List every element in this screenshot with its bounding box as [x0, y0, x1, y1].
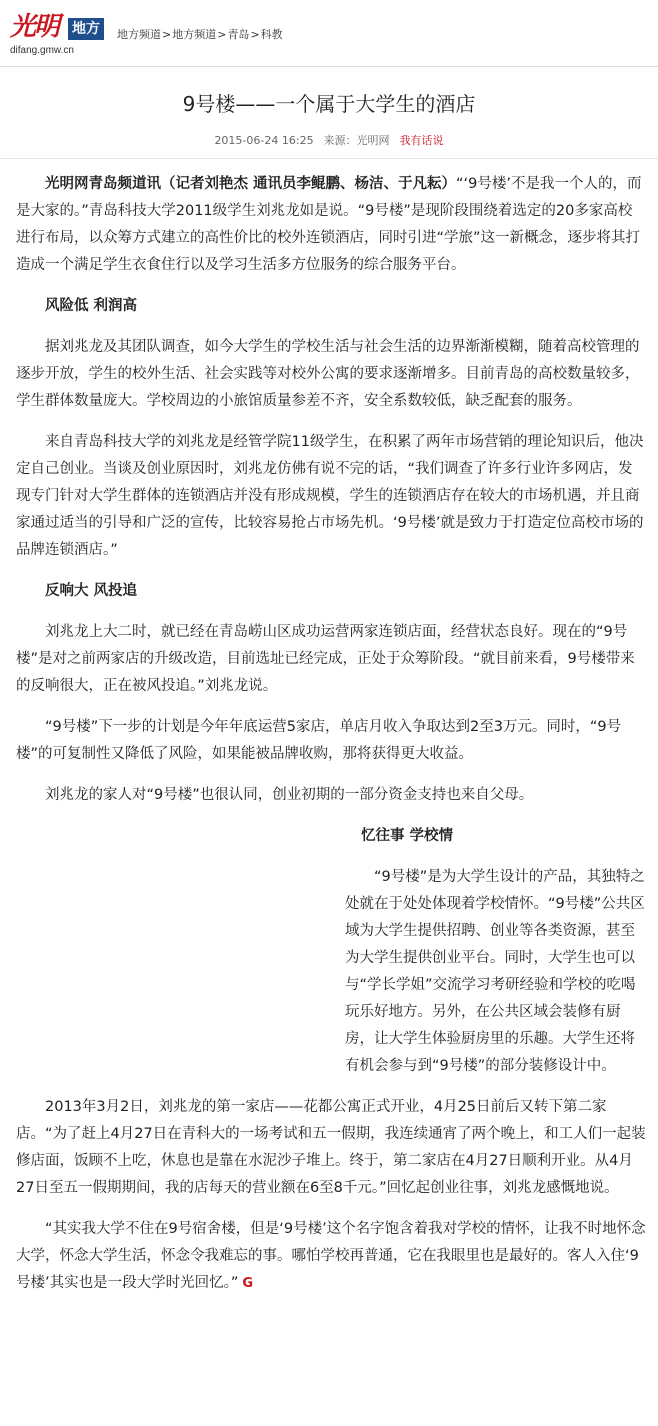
end-mark-icon: G — [242, 1276, 254, 1291]
breadcrumb-item-qingdao[interactable]: 青岛 — [227, 28, 250, 41]
paragraph-8 — [16, 1216, 646, 1297]
site-header — [0, 0, 658, 67]
paragraph-7: 2013年3月2日，刘兆龙的第一家店——花都公寓正式开业，4月25日前后又转下第二家店。“为了赶上4月27日在青科大的一场考试和五一假期，我连续通宵了两个晚上，和工人们一起装修店面，饭顾不上吃，休息也是靠在水泥沙子堆上。终于，第二家店在4月27日顺利开业。从4月27日至五一假期期间，我的店每天的营业额在6至8千元。”回忆起创业往事，刘兆龙感慨地说。 — [16, 1099, 646, 1196]
breadcrumb — [117, 26, 283, 42]
article-meta — [0, 133, 658, 149]
breadcrumb-item-difang-2[interactable]: 地方频道 — [172, 28, 217, 41]
paragraph-2: 来自青岛科技大学的刘兆龙是经管学院11级学生，在积累了两年市场营销的理论知识后，他决定自己创业。当谈及创业原因时，刘兆龙仿佛有说不完的话，“我们调查了许多行业许多网店，发现专门针对大学生群体的连锁酒店并没有形成规模，学生的连锁酒店存在较大的市场机遇，并且商家通过适当的引导和广泛的宣传，比较容易抢占市场先机。‘9号楼’就是致力于打造定位高校市场的品牌连锁酒店。” — [16, 434, 644, 558]
paragraph-8-text: “其实我大学不住在9号宿舍楼，但是‘9号楼’这个名字饱含着我对学校的情怀，让我不时地怀念大学，怀念大学生活，怀念令我难忘的事。哪怕学校再普通，它在我眼里也是最好的。客人入住‘9号楼’其实也是一段大学时光回忆。” — [16, 1221, 646, 1291]
breadcrumb-separator: > — [250, 28, 260, 41]
logo-text: 光明 — [10, 12, 59, 42]
site-logo[interactable] — [10, 12, 110, 60]
subheading-memories: 忆往事 学校情 — [361, 828, 454, 844]
article-title: 9号楼——一个属于大学生的酒店 — [182, 92, 476, 116]
article-source: 来源：光明网 — [323, 134, 390, 147]
lead-paragraph — [16, 171, 646, 279]
article-body — [0, 159, 658, 1297]
paragraph-1: 据刘兆龙及其团队调查，如今大学生的学校生活与社会生活的边界渐渐模糊，随着高校管理的逐步开放，学生的校外生活、社会实践等对校外公寓的要求逐渐增多。目前青岛的高校数量较多，学生群体数量庞大。学校周边的小旅馆质量参差不齐，安全系数较低，缺乏配套的服务。 — [16, 339, 640, 409]
logo-tag: 地方 — [68, 18, 104, 40]
breadcrumb-item-difang-1[interactable]: 地方频道 — [117, 28, 161, 41]
breadcrumb-separator: > — [162, 28, 172, 41]
paragraph-6: “9号楼”是为大学生设计的产品，其独特之处就在于处处体现着学校情怀。“9号楼”公共区域为大学生提供招聘、创业等各类资源，甚至为大学生提供创业平台。同时，大学生也可以与“学长学姐”交流学习考研经验和学校的吃喝玩乐好地方。另外，在公共区域会装修有厨房，让大学生体验厨房里的乐趣。大学生还将有机会参与到“9号楼”的部分装修设计中。 — [345, 869, 645, 1074]
paragraph-5: 刘兆龙的家人对“9号楼”也很认同，创业初期的一部分资金支持也来自父母。 — [45, 787, 534, 803]
logo-domain: difang.gmw.cn — [10, 45, 74, 56]
comment-link[interactable]: 我有话说 — [399, 134, 444, 147]
subheading-risk: 风险低 利润高 — [45, 298, 138, 314]
article-date: 2015-06-24 16:25 — [214, 134, 314, 147]
breadcrumb-item-kejiao[interactable]: 科教 — [260, 28, 283, 41]
lead-byline: 光明网青岛频道讯（记者刘艳杰 通讯员李鲲鹏、杨洁、于凡耘） — [45, 176, 457, 192]
breadcrumb-separator: > — [217, 28, 227, 41]
lead-text: “‘9号楼’不是我一个人的，而是大家的。”青岛科技大学2011级学生刘兆龙如是说。“9号楼”是现阶段围绕着选定的20多家高校进行布局，以众筹方式建立的高性价比的校外连锁酒店，同时引进“学旅”这一新概念，逐步将其打造成一个满足学生衣食住行以及学习生活多方位服务的综合服务平台。 — [16, 176, 642, 273]
subheading-response: 反响大 风投追 — [45, 583, 138, 599]
paragraph-4: “9号楼”下一步的计划是今年年底运营5家店，单店月收入争取达到2至3万元。同时，“9号楼”的可复制性又降低了风险，如果能被品牌收购，那将获得更大收益。 — [16, 719, 622, 762]
paragraph-3: 刘兆龙上大二时，就已经在青岛崂山区成功运营两家连锁店面，经营状态良好。现在的“9号楼”是对之前两家店的升级改造，目前选址已经完成，正处于众筹阶段。“就目前来看，9号楼带来的反响很大，正在被风投追。”刘兆龙说。 — [16, 624, 635, 694]
